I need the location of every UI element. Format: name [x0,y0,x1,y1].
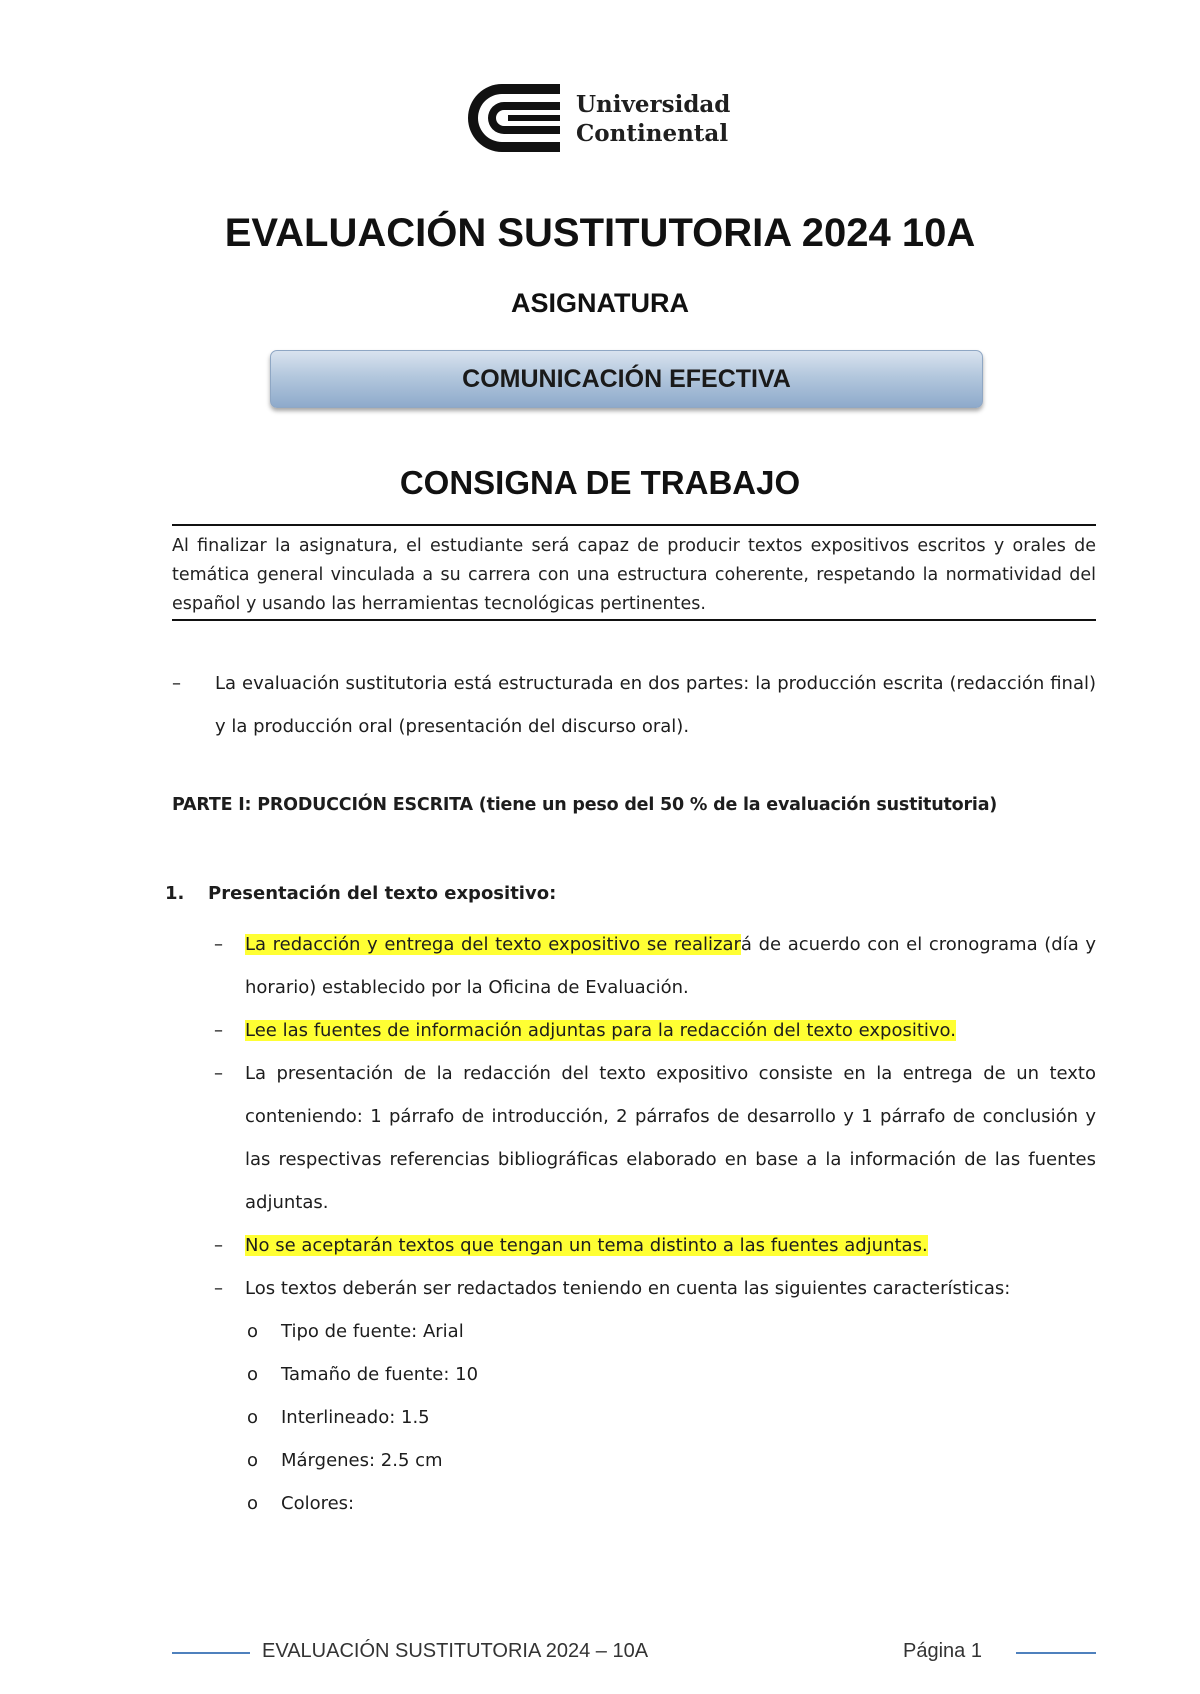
sub-bullet-marker: o [247,1407,259,1428]
bullet-item-format: Los textos deberán ser redactados teniendo en cuenta las siguientes características: [245,1278,1011,1299]
university-logo [460,80,750,160]
highlighted-text: La redacción y entrega del texto expositivo se realizar [245,934,741,955]
consigna-title: CONSIGNA DE TRABAJO [399,464,801,501]
objective-top-rule [172,524,1096,526]
bullet-marker: – [214,934,223,955]
bullet-item-sources [245,1009,1096,1052]
bullet-marker: – [214,1278,223,1299]
footer-rule-left [172,1652,250,1654]
logo-line-1: Universidad [576,91,731,118]
course-banner [270,350,983,408]
bullet-marker: – [214,1020,223,1041]
highlighted-text: Lee las fuentes de información adjuntas para la redacción del texto expositivo. [245,1020,956,1041]
page-title: EVALUACIÓN SUSTITUTORIA 2024 10A [224,211,976,255]
logo-line-2: Continental [576,120,729,147]
bullet-text: á de acuerdo con el cronograma (día y horario) establecido por la Oficina de Evaluación. [245,934,1096,998]
footer-document-title: EVALUACIÓN SUSTITUTORIA 2024 – 10A [262,1640,649,1662]
logo-wordmark [576,90,730,148]
intro-marker: – [172,673,181,694]
sub-item-font-type: Tipo de fuente: Arial [281,1321,464,1342]
sub-item-margins: Márgenes: 2.5 cm [281,1450,443,1471]
subject-heading: ASIGNATURA [511,288,689,318]
intro-paragraph: La evaluación sustitutoria está estructurada en dos partes: la producción escrita (redacción final) y la producción oral (presentación del discurso oral). [215,673,1096,737]
section-title: Presentación del texto expositivo: [208,883,557,904]
footer-page-number: Página 1 [903,1640,982,1662]
footer-rule-right [1016,1652,1096,1654]
bullet-item-topic-rule [245,1224,1096,1267]
sub-bullet-marker: o [247,1321,259,1342]
bullet-marker: – [214,1235,223,1256]
highlighted-text: No se aceptarán textos que tengan un tema distinto a las fuentes adjuntas. [245,1235,928,1256]
sub-item-font-size: Tamaño de fuente: 10 [281,1364,479,1385]
sub-bullet-marker: o [247,1450,259,1471]
sub-bullet-marker: o [247,1364,259,1385]
objective-paragraph: Al finalizar la asignatura, el estudiante será capaz de producir textos expositivos escritos y orales de temática general vinculada a su carrera con una estructura coherente, respetando la normatividad del español y usando las herramientas tecnológicas pertinentes. [172,536,1096,614]
sub-item-colors: Colores: [281,1493,355,1514]
part-heading: PARTE I: PRODUCCIÓN ESCRITA (tiene un peso del 50 % de la evaluación sustitutoria) [172,795,998,815]
sub-item-line-spacing: Interlineado: 1.5 [281,1407,430,1428]
course-name: COMUNICACIÓN EFECTIVA [462,365,791,393]
university-logo-icon [460,80,570,160]
bullet-item-structure: La presentación de la redacción del texto expositivo consiste en la entrega de un texto conteniendo: 1 párrafo de introducción, 2 párrafos de desarrollo y 1 párrafo de conclusión y las respectivas referencias bibliográficas elaborado en base a la información de las fuentes adjuntas. [245,1063,1096,1213]
section-number: 1. [165,883,185,904]
bullet-marker: – [214,1063,223,1084]
sub-bullet-marker: o [247,1493,259,1514]
bullet-item-schedule [245,923,1096,1009]
objective-bottom-rule [172,619,1096,621]
